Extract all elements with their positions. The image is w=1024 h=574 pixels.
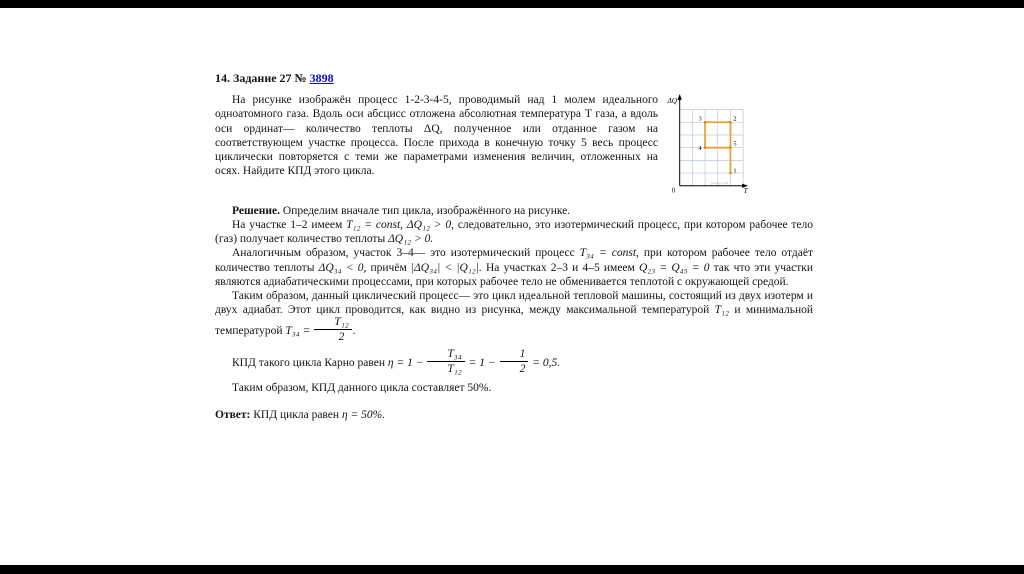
paragraph: [215, 381, 813, 395]
origin-label: 0: [671, 187, 676, 195]
problem-text: На рисунке изображён процесс 1-2-3-4-5, проводимый над 1 молем идеального одноатомного газа. Вдоль оси абсцисс отложена абсолютная температура T газа, а вдоль оси ординат— количество теплоты ΔQ, полученное или отданное газом на соответствующем участке процесса. После прихода в конечную точку 5 весь процесс циклически повторяется с теми же параметрами изменения величин, отложенных на осях. Найдите КПД этого цикла.: [215, 94, 658, 178]
vertex-5: [729, 147, 731, 149]
math-run: |ΔQ₃₄| < |Q₁₂|.: [410, 261, 482, 274]
vertex-3: [704, 121, 706, 123]
vertex-1: [729, 172, 731, 174]
math-run: ΔQ₁₂ > 0,: [406, 218, 454, 231]
text-run: На участках 2–3 и 4–5 имеем: [481, 261, 639, 274]
task-title-text: 14. Задание 27 №: [215, 71, 310, 85]
task-title: [215, 71, 813, 86]
fraction: $\frac{1}{2}$: [499, 348, 530, 375]
math-run: ΔQ₁₂ > 0.: [388, 233, 434, 246]
text-run: Определим вначале тип цикла, изображённого на рисунке.: [280, 204, 571, 217]
paragraph: [215, 246, 813, 289]
vertex-4: [704, 147, 706, 149]
paragraph: [215, 204, 813, 218]
answer-section: [215, 408, 813, 422]
solution-section: [215, 204, 813, 396]
process-diagram-figure: [667, 94, 749, 196]
paragraph: [215, 289, 813, 345]
top-letterbox-bar: [0, 0, 1024, 8]
math-run: η = 50%.: [341, 409, 386, 422]
text-run: следовательно, это изотермический процесс, при котором рабочее тело (газ) получает количество теплоты: [215, 218, 814, 246]
text-run: Таким образом, КПД данного цикла составляет 50%.: [232, 381, 492, 394]
text-run: КПД такого цикла Карно равен: [232, 356, 388, 369]
text-run: причём: [366, 261, 411, 274]
math-run: T₁₂ = const,: [346, 218, 404, 231]
math-run: Q₂₃ = Q₄₅ = 0: [638, 261, 710, 274]
text-run: так что эти участки являются адиабатическими процессами, при которых рабочее тело не обменивается теплотой с окружающей средой.: [215, 261, 814, 288]
y-axis-arrow: [678, 94, 682, 100]
math-run: = 0,5.: [529, 356, 561, 369]
task-number-link[interactable]: 3898: [309, 71, 334, 85]
bold-run: Ответ:: [215, 409, 254, 422]
text-run: при котором рабочее тело отдаёт количество теплоты: [215, 247, 813, 274]
bold-run: Решение.: [232, 204, 281, 217]
task-page: [215, 71, 813, 422]
point-label-4: 4: [698, 145, 702, 153]
text-run: .: [352, 324, 356, 337]
text-run: На участке 1–2 имеем: [232, 218, 347, 231]
x-axis-label: T: [743, 186, 748, 196]
math-run: = 1 −: [465, 356, 499, 369]
paragraph: [215, 218, 813, 247]
problem-block: [215, 93, 749, 198]
math-run: ΔQ₃₄ < 0,: [318, 261, 367, 274]
paragraph: [215, 408, 813, 422]
paragraph: [215, 347, 813, 377]
process-diagram-svg: [667, 94, 749, 196]
point-label-5: 5: [733, 140, 737, 148]
point-label-1: 1: [733, 167, 737, 175]
vertex-2: [729, 121, 731, 123]
bottom-letterbox-bar: [0, 565, 1024, 574]
text-run: и минимальной температурой: [215, 304, 814, 337]
watermark-text: решуегэ.рф: [710, 181, 729, 186]
math-run: η = 1 −: [387, 356, 427, 369]
text-run: Аналогичным образом, участок 3–4— это изотермический процесс: [232, 247, 580, 260]
math-run: T₁₂: [714, 304, 730, 317]
math-run: T₃₄ = const,: [579, 247, 639, 260]
point-label-2: 2: [733, 115, 737, 123]
text-run: КПД цикла равен: [253, 409, 342, 422]
point-label-3: 3: [698, 115, 702, 123]
text-run: Таким образом, данный циклический процесс— это цикл идеальной тепловой машины, состоящий из двух изотерм и двух адиабат. Этот цикл проводится, как видно из рисунка, между максимальной температурой: [215, 290, 813, 317]
fraction: $\frac{\text{T₁₂}}{2}$: [313, 316, 352, 343]
y-axis-label: ΔQ: [667, 95, 678, 105]
fraction: $\frac{\text{T₃₄}}{\text{T₁₂}}$: [426, 348, 465, 375]
math-run: T₃₄ =: [285, 324, 314, 337]
